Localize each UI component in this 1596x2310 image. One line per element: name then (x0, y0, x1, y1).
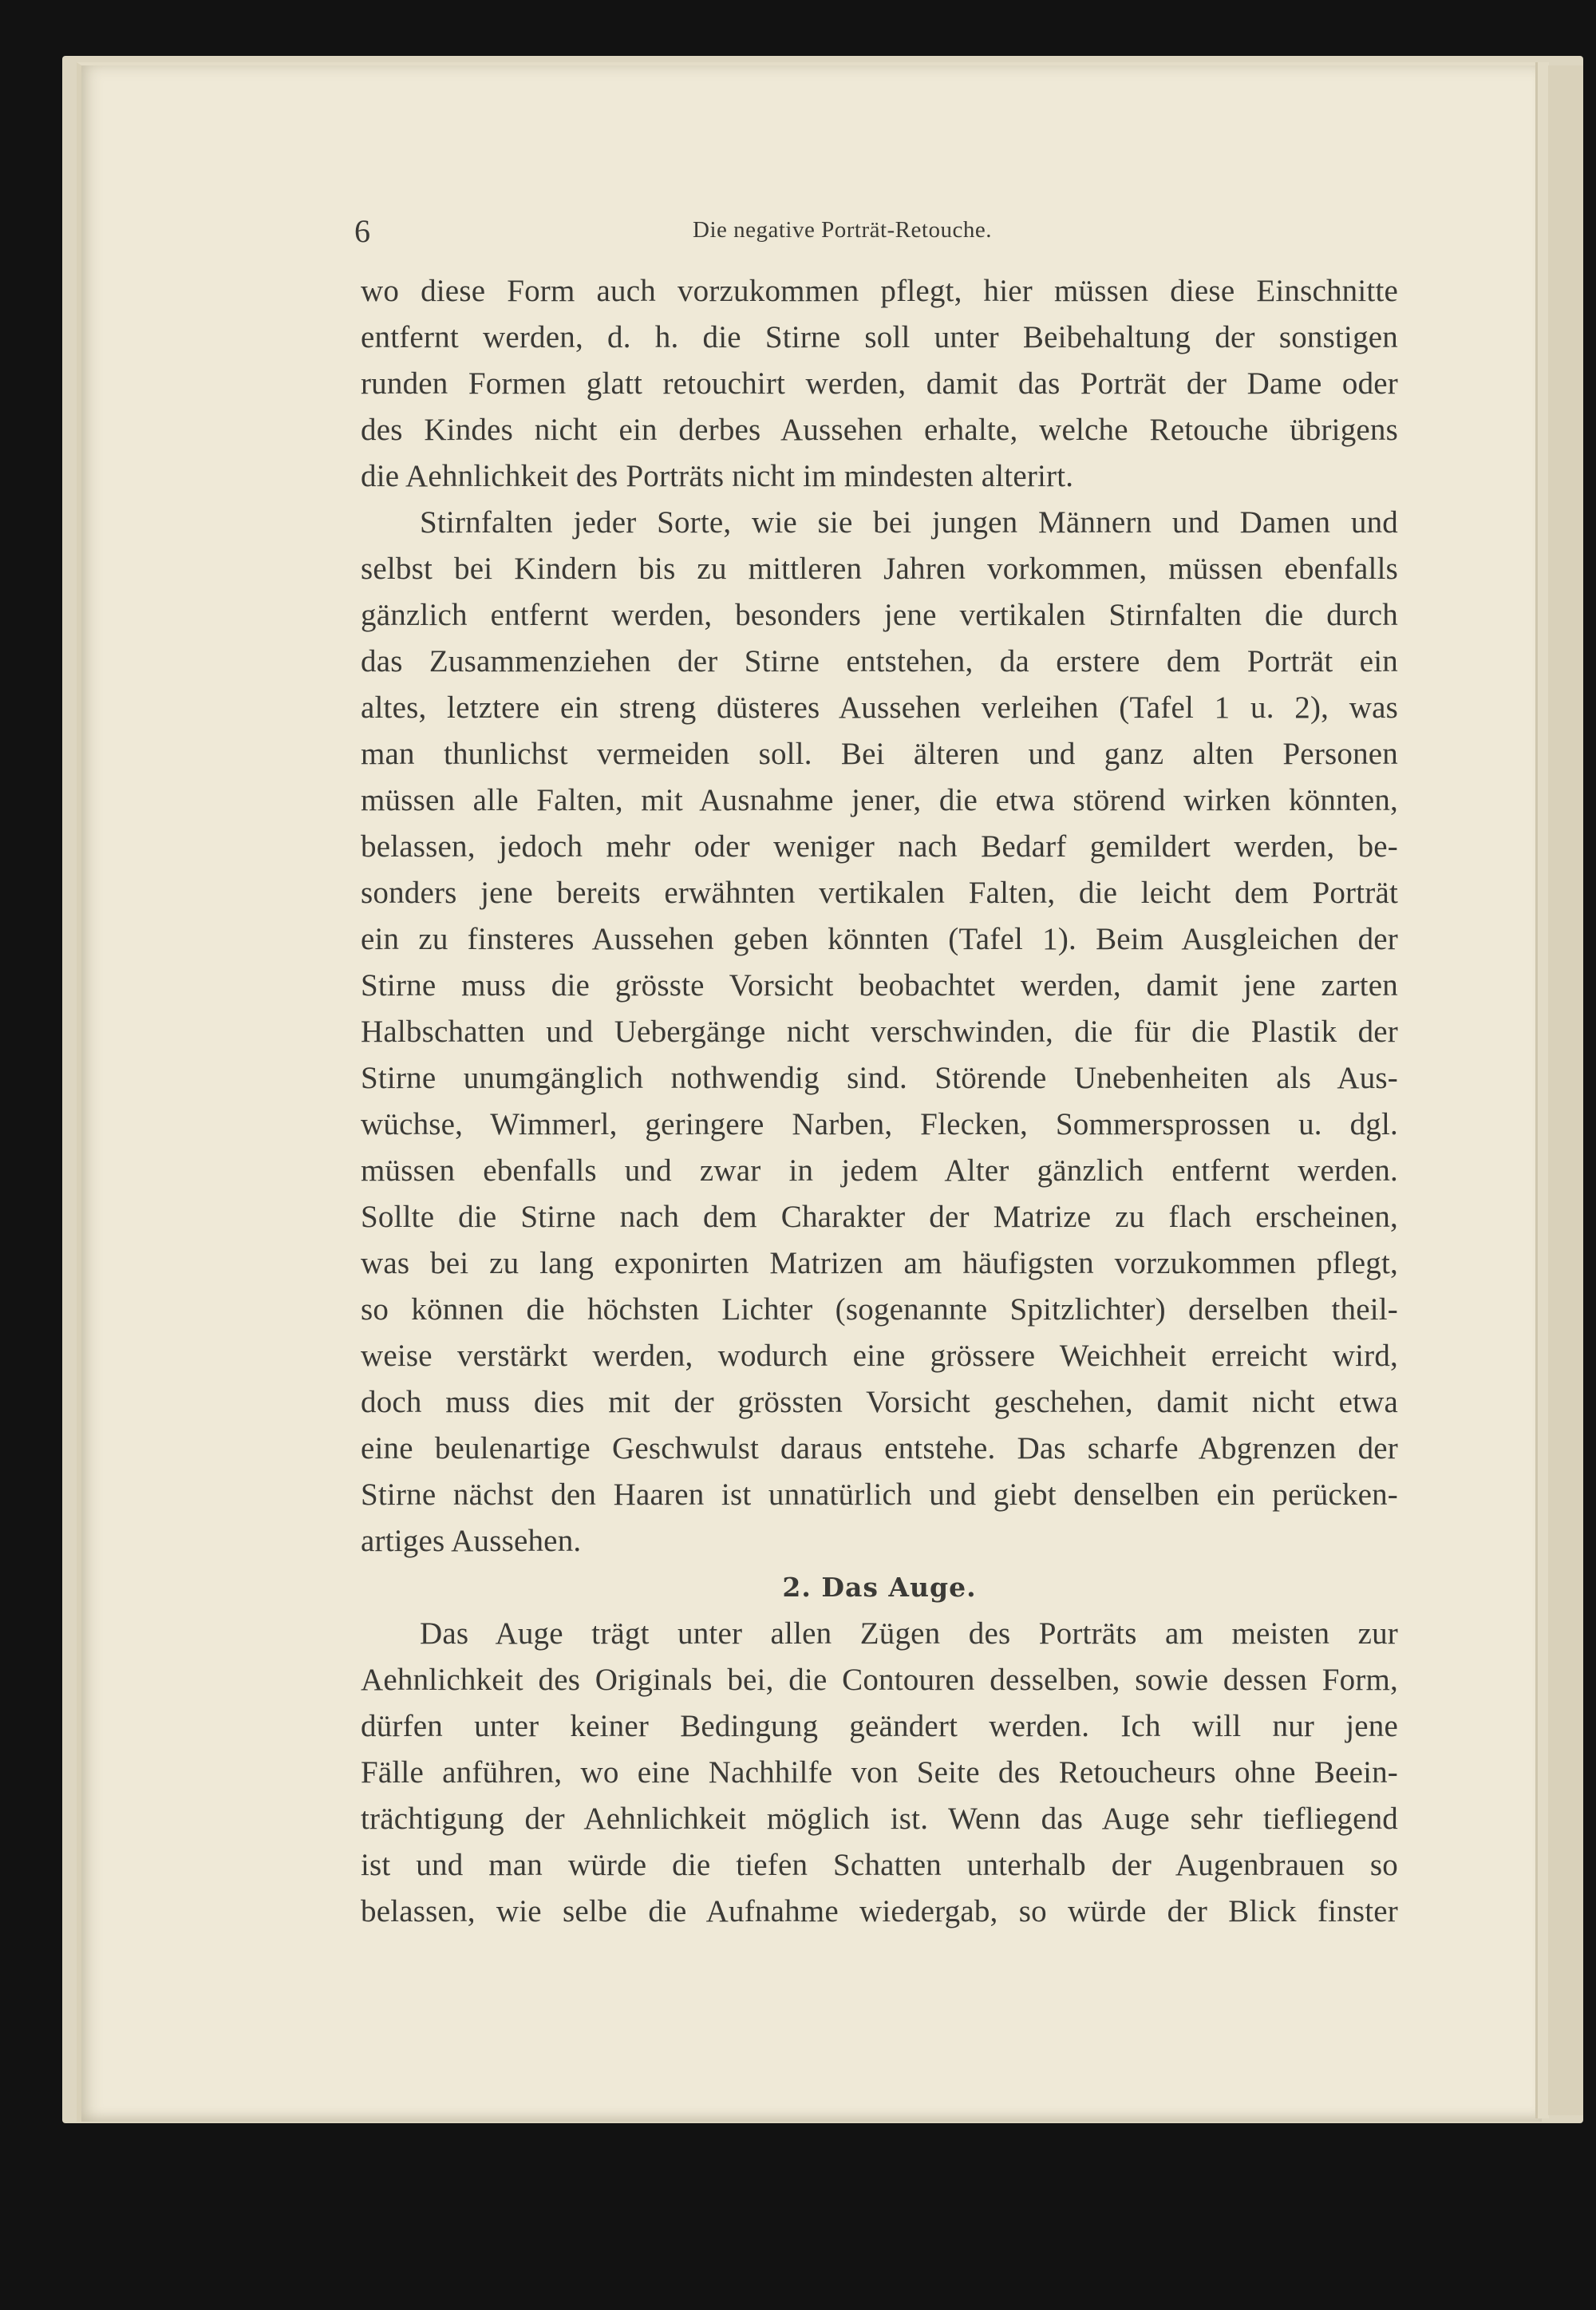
text-line: Aehnlichkeit des Originals bei, die Contouren desselben, sowie dessen Form, (361, 1663, 1398, 1697)
text-line: so können die höchsten Lichter (sogenannte Spitzlichter) derselben theil- (361, 1292, 1398, 1327)
text-line: Stirne muss die grösste Vorsicht beobachtet werden, damit jene zarten (361, 968, 1398, 1003)
text-line: Halbschatten und Uebergänge nicht verschwinden, die für die Plastik der (361, 1015, 1398, 1049)
text-line: eine beulenartige Geschwulst daraus entstehe. Das scharfe Abgrenzen der (361, 1431, 1398, 1466)
text-line: trächtigung der Aehnlichkeit möglich ist. Wenn das Auge sehr tiefliegend (361, 1802, 1398, 1836)
text-line: Stirne nächst den Haaren ist unnatürlich und giebt denselben ein perücken- (361, 1477, 1398, 1512)
text-line: belassen, wie selbe die Aufnahme wiedergab, so würde der Blick finster (361, 1894, 1398, 1928)
paragraph-1 (361, 268, 1398, 500)
text-line: Das Auge trägt unter allen Zügen des Porträts am meisten zur (420, 1616, 1398, 1651)
next-page-edge (1548, 65, 1583, 2115)
header-spacer (361, 251, 1398, 268)
page-gutter-edge (1535, 62, 1549, 2118)
text-line: entfernt werden, d. h. die Stirne soll unter Beibehaltung der sonstigen (361, 320, 1398, 354)
text-line: gänzlich entfernt werden, besonders jene vertikalen Stirnfalten die durch (361, 598, 1398, 632)
text-line: wo diese Form auch vorzukommen pflegt, hier müssen diese Einschnitte (361, 274, 1398, 308)
running-title: Die negative Porträt-Retouche. (693, 217, 992, 243)
text-line: Stirnfalten jeder Sorte, wie sie bei jungen Männern und Damen und (420, 505, 1398, 540)
text-line: selbst bei Kindern bis zu mittleren Jahren vorkommen, müssen ebenfalls (361, 552, 1398, 586)
running-head (354, 212, 1398, 251)
text-line: sonders jene bereits erwähnten vertikalen Falten, die leicht dem Porträt (361, 876, 1398, 910)
page-content (354, 212, 1398, 1935)
text-line: ein zu finsteres Aussehen geben könnten (Tafel 1). Beim Ausgleichen der (361, 922, 1398, 956)
text-line: doch muss dies mit der grössten Vorsicht geschehen, damit nicht etwa (361, 1385, 1398, 1419)
text-line: artiges Aussehen. (361, 1524, 582, 1558)
text-line: die Aehnlichkeit des Porträts nicht im mindesten alterirt. (361, 459, 1074, 493)
text-line: belassen, jedoch mehr oder weniger nach Bedarf gemildert werden, be- (361, 829, 1398, 864)
text-line: Stirne unumgänglich nothwendig sind. Störende Unebenheiten als Aus- (361, 1061, 1398, 1095)
text-line: weise verstärkt werden, wodurch eine grössere Weichheit erreicht wird, (361, 1339, 1398, 1373)
paragraph-3 (361, 1611, 1398, 1935)
paragraph-2 (361, 500, 1398, 1564)
text-line: dürfen unter keiner Bedingung geändert werden. Ich will nur jene (361, 1709, 1398, 1743)
text-line: Fälle anführen, wo eine Nachhilfe von Seite des Retoucheurs ohne Beein- (361, 1755, 1398, 1790)
section-heading: 2. Das Auge. (782, 1572, 977, 1603)
text-line: müssen alle Falten, mit Ausnahme jener, die etwa störend wirken könnten, (361, 783, 1398, 817)
text-line: ist und man würde die tiefen Schatten unterhalb der Augenbrauen so (361, 1848, 1398, 1882)
text-line: Sollte die Stirne nach dem Charakter der Matrize zu flach erscheinen, (361, 1200, 1398, 1234)
page-number: 6 (354, 213, 370, 249)
text-line: was bei zu lang exponirten Matrizen am häufigsten vorzukommen pflegt, (361, 1246, 1398, 1280)
text-line: müssen ebenfalls und zwar in jedem Alter gänzlich entfernt werden. (361, 1153, 1398, 1188)
text-line: des Kindes nicht ein derbes Aussehen erhalte, welche Retouche übrigens (361, 413, 1398, 447)
text-line: wüchse, Wimmerl, geringere Narben, Flecken, Sommersprossen u. dgl. (361, 1107, 1398, 1141)
text-line: man thunlichst vermeiden soll. Bei älteren und ganz alten Personen (361, 737, 1398, 771)
text-line: runden Formen glatt retouchirt werden, damit das Porträt der Dame oder (361, 366, 1398, 401)
text-line: das Zusammenziehen der Stirne entstehen, da erstere dem Porträt ein (361, 644, 1398, 678)
text-line: altes, letztere ein streng düsteres Aussehen verleihen (Tafel 1 u. 2), was (361, 690, 1398, 725)
